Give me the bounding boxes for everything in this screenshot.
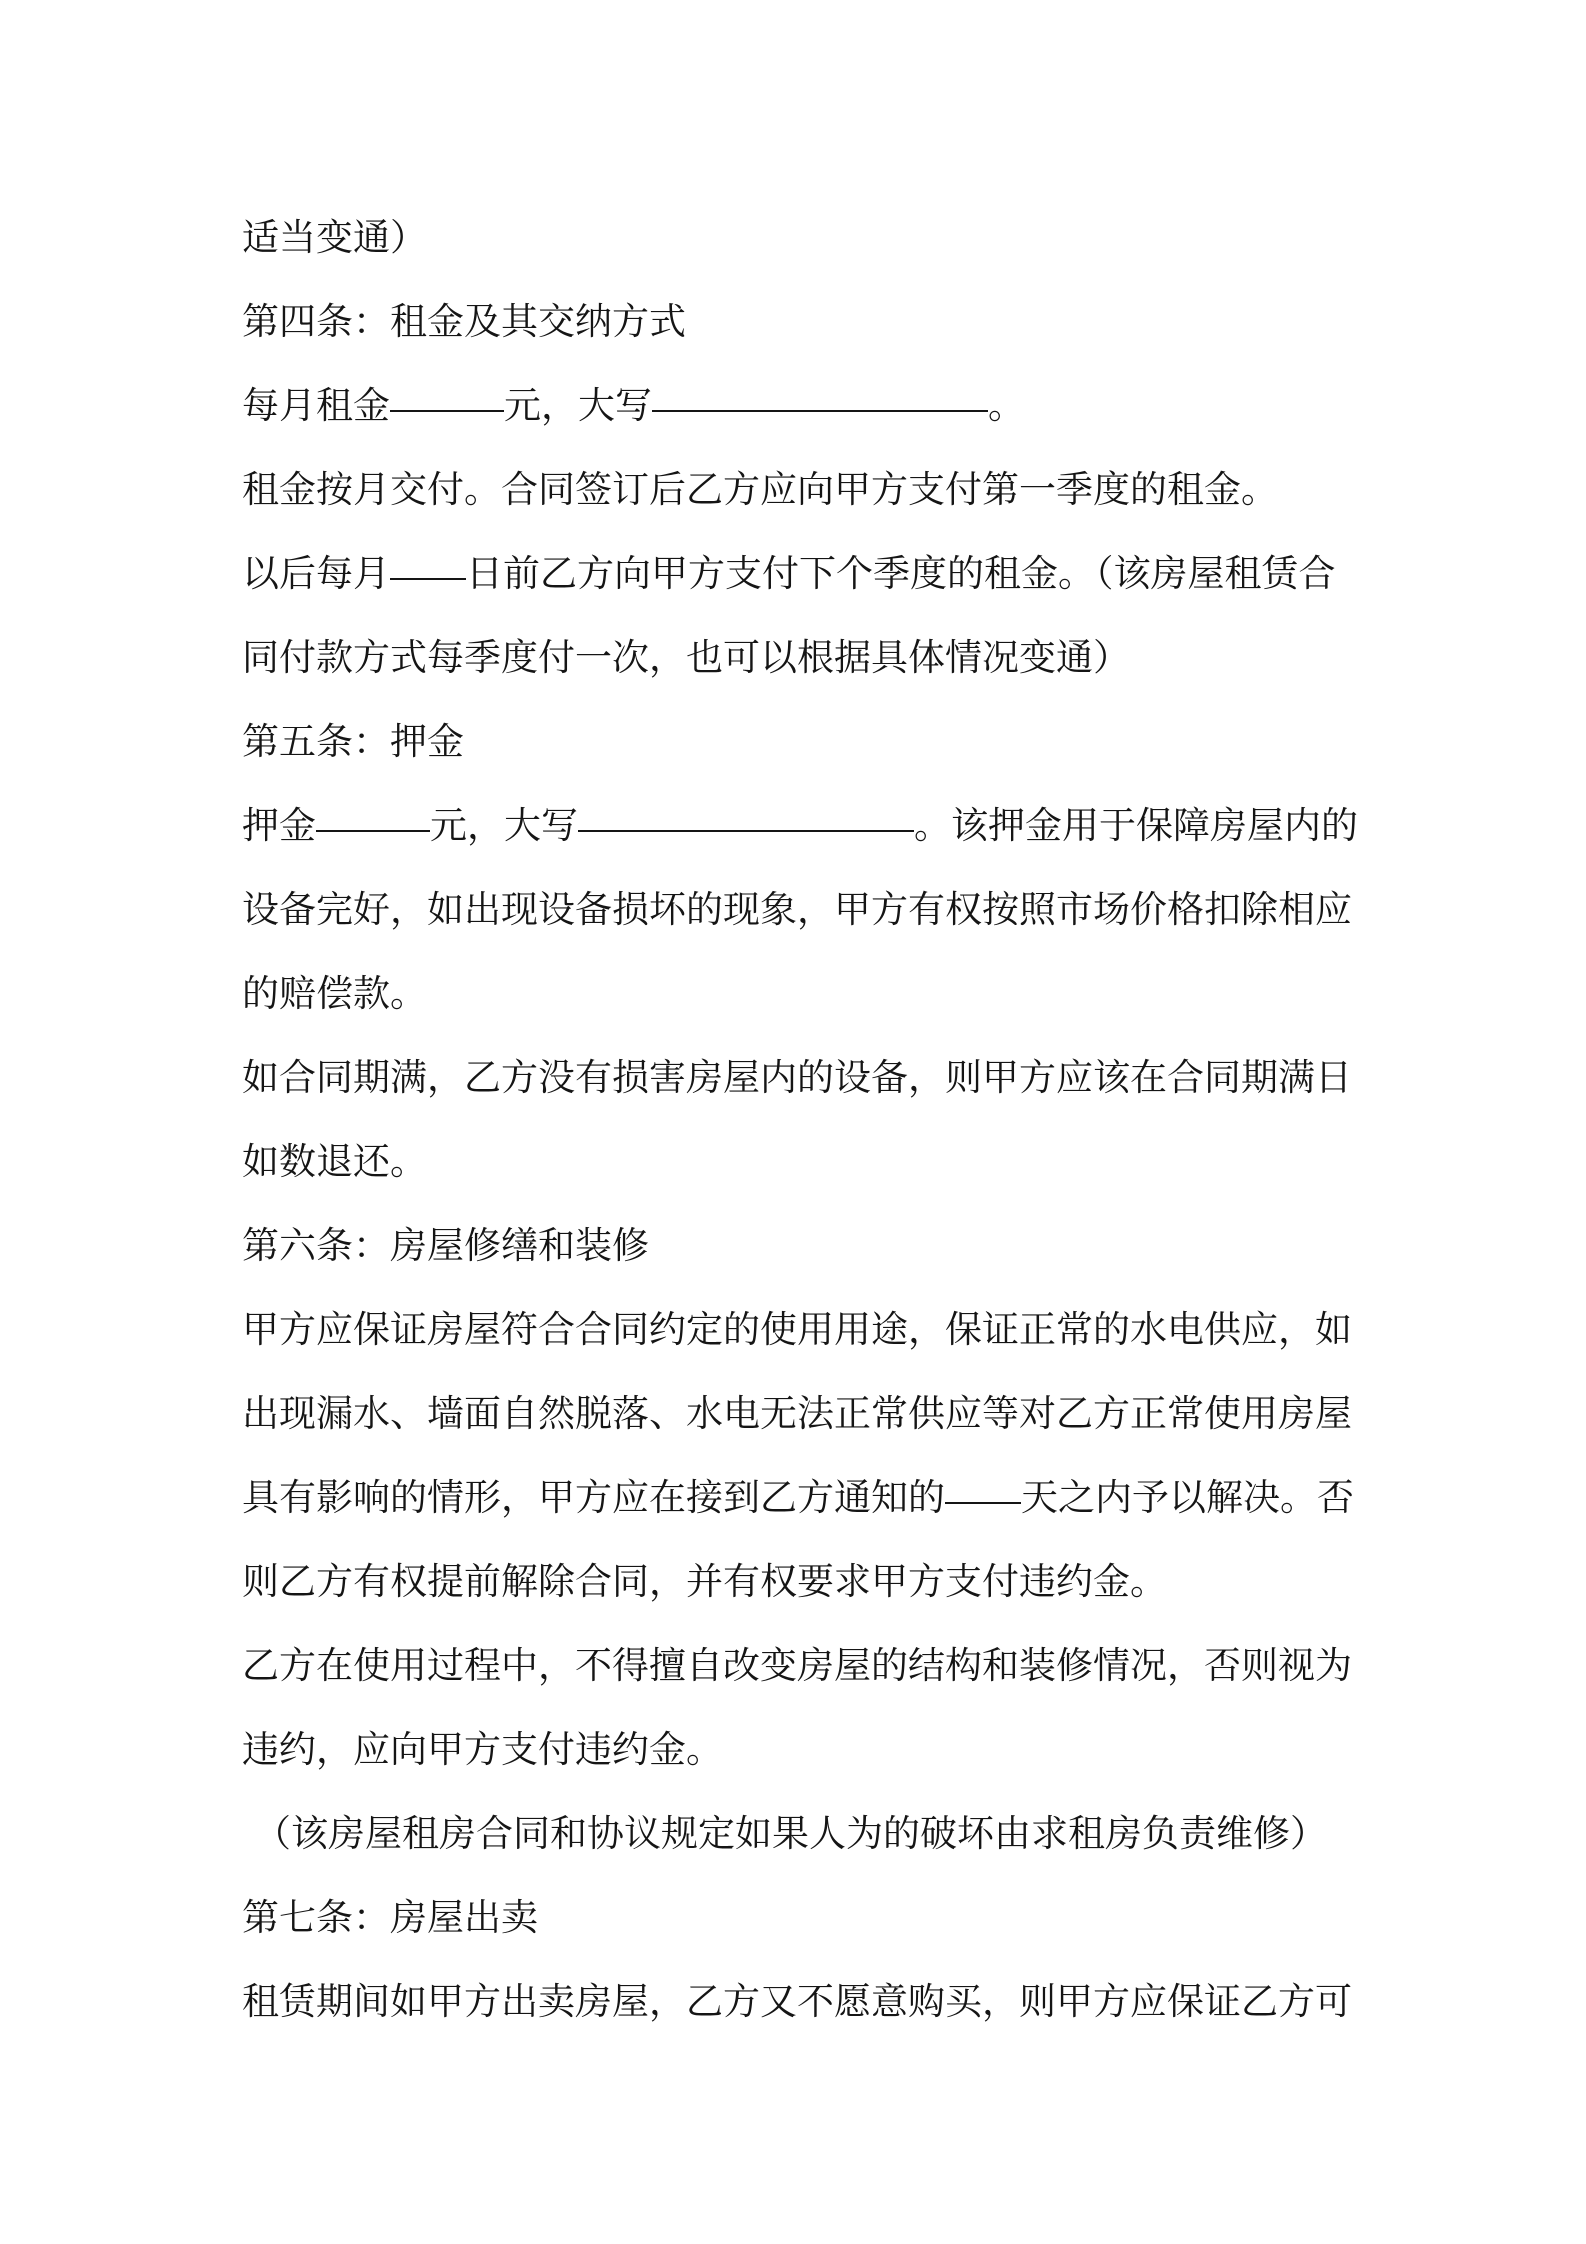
text-line — [242, 952, 1352, 1036]
heading-text: 第六条：房屋修缮和装修 — [242, 1224, 649, 1267]
deposit-capital-blank — [578, 830, 914, 832]
text-line — [242, 1624, 1352, 1708]
line-text: 如合同期满，乙方没有损害房屋内的设备，则甲方应该在合同期满日 — [242, 1056, 1352, 1099]
line-text: 则乙方有权提前解除合同，并有权要求甲方支付违约金。 — [242, 1560, 1167, 1603]
line-text: 甲方应保证房屋符合合同约定的使用用途，保证正常的水电供应，如 — [242, 1308, 1352, 1351]
heading-text: 第七条：房屋出卖 — [242, 1896, 538, 1939]
line-text: 设备完好，如出现设备损坏的现象，甲方有权按照市场价格扣除相应 — [242, 888, 1352, 931]
line-text: （该房屋租房合同和协议规定如果人为的破坏由求租房负责维修） — [254, 1812, 1327, 1855]
article-heading — [242, 280, 1352, 364]
line-text: 以后每月 — [242, 552, 390, 595]
text-line — [242, 1540, 1352, 1624]
text-line — [242, 1036, 1352, 1120]
line-text: 元，大写 — [430, 804, 578, 847]
deposit-amount-blank — [316, 830, 430, 832]
line-text: 如数退还。 — [242, 1140, 427, 1183]
line-text: 违约，应向甲方支付违约金。 — [242, 1728, 723, 1771]
contract-text — [242, 196, 1358, 2044]
article-heading — [242, 700, 1352, 784]
payment-day-line — [242, 532, 1352, 616]
repair-days-blank — [945, 1502, 1021, 1504]
text-line — [242, 1372, 1352, 1456]
line-text: 天之内予以解决。否 — [1021, 1476, 1354, 1519]
line-text: 适当变通） — [242, 216, 427, 259]
text-line — [242, 1708, 1352, 1792]
line-text: 具有影响的情形，甲方应在接到乙方通知的 — [242, 1476, 945, 1519]
text-line — [242, 616, 1352, 700]
text-line — [242, 1120, 1352, 1204]
line-text: 同付款方式每季度付一次，也可以根据具体情况变通） — [242, 636, 1130, 679]
repair-days-line — [242, 1456, 1352, 1540]
line-text: 租赁期间如甲方出卖房屋，乙方又不愿意购买，则甲方应保证乙方可 — [242, 1980, 1352, 2023]
heading-text: 第五条：押金 — [242, 720, 464, 763]
monthly-rent-line — [242, 364, 1352, 448]
line-text: 押金 — [242, 804, 316, 847]
article-heading — [242, 1204, 1352, 1288]
text-line — [242, 448, 1352, 532]
line-text: 每月租金 — [242, 384, 390, 427]
line-text: 租金按月交付。合同签订后乙方应向甲方支付第一季度的租金。 — [242, 468, 1278, 511]
heading-text: 第四条：租金及其交纳方式 — [242, 300, 686, 343]
line-text: 。该押金用于保障房屋内的 — [914, 804, 1358, 847]
line-text: 的赔偿款。 — [242, 972, 427, 1015]
line-text: 。 — [988, 384, 1025, 427]
rent-amount-blank — [390, 410, 504, 412]
payment-day-blank — [390, 578, 466, 580]
line-text: 日前乙方向甲方支付下个季度的租金。（该房屋租赁合 — [466, 552, 1336, 595]
text-line — [242, 1960, 1352, 2044]
text-line — [242, 196, 1352, 280]
text-line — [242, 868, 1352, 952]
deposit-line — [242, 784, 1358, 868]
text-line — [242, 1288, 1352, 1372]
rent-capital-blank — [652, 410, 988, 412]
article-heading — [242, 1876, 1352, 1960]
line-text: 出现漏水、墙面自然脱落、水电无法正常供应等对乙方正常使用房屋 — [242, 1392, 1352, 1435]
line-text: 元，大写 — [504, 384, 652, 427]
text-line — [242, 1792, 1352, 1876]
line-text: 乙方在使用过程中，不得擅自改变房屋的结构和装修情况，否则视为 — [242, 1644, 1352, 1687]
